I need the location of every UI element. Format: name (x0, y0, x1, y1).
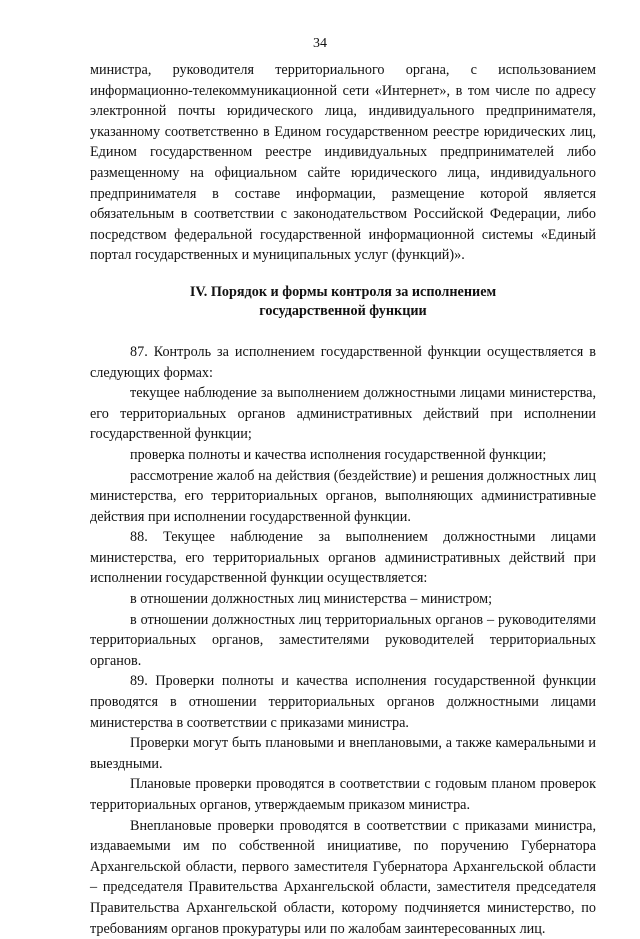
paragraph-89: 89. Проверки полноты и качества исполнения государственной функции проводятся в отношении территориальных органов должностными лицами министерства в соответствии с приказами министра. (90, 673, 596, 731)
page-number: 34 (313, 36, 327, 51)
list-item-completeness-check: проверка полноты и качества исполнения государственной функции; (130, 446, 547, 463)
list-item-current-monitoring: текущее наблюдение за выполнением должностными лицами министерства, его территориальных органов административных действий при исполнении государственной функции; (90, 385, 596, 443)
section-title-line-2: государственной функции (259, 302, 427, 319)
section-heading (90, 283, 596, 321)
intro-paragraph: министра, руководителя территориального органа, с использованием информационно-телекоммуникационной сети «Интернет», в том числе по адресу электронной почты юридического лица, индивидуального предпринимателя, указанному соответственно в Едином государственном реестре юридических лиц, Едином государственном реестре индивидуальных предпринимателей либо размещенному на официальном сайте юридического лица, индивидуального предпринимателя в составе информации, размещение которой является обязательным в соответствии с законодательством Российской Федерации, либо посредством федеральной государственной информационной системы «Единый портал государственных и муниципальных услуг (функций)». (90, 62, 596, 264)
paragraph-planned-checks: Плановые проверки проводятся в соответствии с годовым планом проверок территориальных органов, утверждаемым приказом министра. (90, 776, 596, 813)
list-item-complaints-review: рассмотрение жалоб на действия (бездействие) и решения должностных лиц министерства, его территориальных органов, выполняющих административные действия при исполнении государственной функции. (90, 467, 596, 525)
paragraph-87: 87. Контроль за исполнением государственной функции осуществляется в следующих формах: (90, 343, 596, 381)
paragraph-88: 88. Текущее наблюдение за выполнением должностными лицами министерства, его территориальных органов административных действий при исполнении государственной функции осуществляется: (90, 529, 596, 587)
paragraph-check-types: Проверки могут быть плановыми и внеплановыми, а также камеральными и выездными. (90, 735, 596, 772)
document-body (90, 60, 596, 939)
paragraph-unscheduled-checks: Внеплановые проверки проводятся в соответствии с приказами министра, издаваемыми им по собственной инициативе, по поручению Губернатора Архангельской области, первого заместителя Губернатора Архангельской области – председателя Правительства Архангельской области, заместителя председателя Правительства Архангельской области, которому подчиняется министерство, по требованиям органов прокуратуры или по жалобам заинтересованных лиц. (90, 817, 596, 937)
list-item-ministry-officials: в отношении должностных лиц министерства – министром; (130, 591, 493, 608)
list-item-territorial-officials: в отношении должностных лиц территориальных органов – руководителями территориальных органов, заместителями руководителей территориальных органов. (90, 611, 596, 669)
section-title-line-1: IV. Порядок и формы контроля за исполнением (189, 283, 497, 300)
